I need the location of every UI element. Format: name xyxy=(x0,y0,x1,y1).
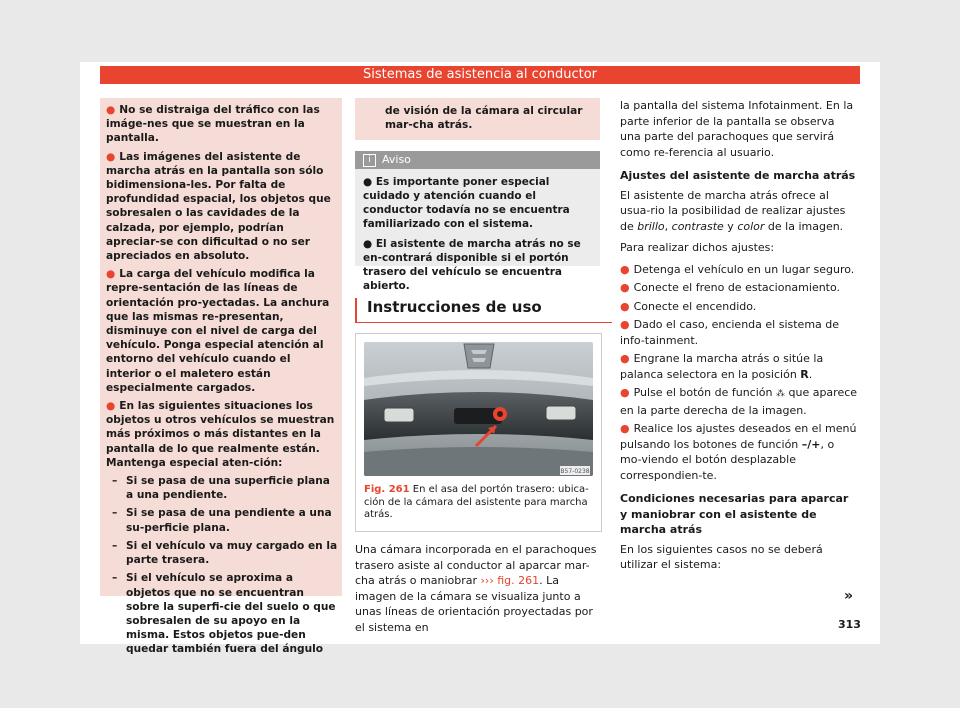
dash-icon: – xyxy=(112,507,118,520)
step-item: ● Conecte el encendido. xyxy=(620,299,757,313)
notice-box xyxy=(355,151,600,292)
section-title: Instrucciones de uso xyxy=(355,298,612,323)
bullet-icon: ● xyxy=(620,352,630,365)
cross-ref-arrows: ››› xyxy=(480,574,494,587)
step-item: ● Engrane la marcha atrás o sitúe la palanca selectora en la posición R. xyxy=(620,352,824,381)
intro-paragraph: la pantalla del sistema Infotainment. En la parte inferior de la pantalla se observa una parte del parachoques que servirá como re-ferencia al usuario. xyxy=(620,99,854,159)
bullet-icon: ● xyxy=(620,281,630,294)
bullet-icon: ● xyxy=(106,268,116,281)
page-header: Sistemas de asistencia al conductor xyxy=(100,66,860,84)
figure-code: B57-0238 xyxy=(560,468,590,475)
warning-subitem: – Si se pasa de una superficie plana a una pendiente. xyxy=(112,475,330,502)
steps-intro: Para realizar dichos ajustes: xyxy=(620,241,775,254)
page-number: 313 xyxy=(838,618,861,631)
notice-item: ● El asistente de marcha atrás no se en-contrará disponible si el portón trasero del vehículo se encuentra abierto. xyxy=(363,238,581,292)
bullet-icon: ● xyxy=(106,400,116,413)
info-icon: i xyxy=(363,154,376,167)
warning-list xyxy=(106,103,338,661)
dash-icon: – xyxy=(112,539,118,552)
bullet-icon: ● xyxy=(620,299,630,313)
seat-logo xyxy=(464,344,494,368)
tailgate-photo xyxy=(364,342,593,476)
step-item: ● Conecte el freno de estacionamiento. xyxy=(620,281,841,294)
figure xyxy=(355,333,602,532)
settings-paragraph: El asistente de marcha atrás ofrece al usua-rio la posibilidad de realizar ajustes de brillo, contraste y color de la imagen. xyxy=(620,188,846,233)
right-column xyxy=(620,98,858,573)
subheading-conditions: Condiciones necesarias para aparcar y maniobrar con el asistente de marcha atrás xyxy=(620,492,849,536)
bullet-icon: ● xyxy=(106,104,116,116)
warning-item: ● No se distraiga del tráfico con las imáge-nes que se muestran en la pantalla. xyxy=(106,104,320,145)
conditions-paragraph: En los siguientes casos no se deberá utilizar el sistema: xyxy=(620,542,823,571)
tailgate-illustration xyxy=(364,342,593,476)
warning-item: ● En las siguientes situaciones los objetos u otros vehículos se muestran más próximos o más distantes en la pantalla de lo que realmente están. Mantenga especial aten-ción: xyxy=(106,400,335,469)
dash-icon: – xyxy=(112,475,118,488)
figure-label: Fig. 261 xyxy=(364,484,410,495)
settings-function-icon: ⁂ xyxy=(775,389,785,399)
body-paragraph: Una cámara incorporada en el parachoques trasero asiste al conductor al aparcar mar-cha atrás o maniobrar ››› fig. 261. La imagen de la cámara se visualiza junto a unas líneas de orientación proyectadas por el sistema en xyxy=(355,543,597,634)
bullet-icon: ● xyxy=(620,318,630,331)
plate-light-right xyxy=(546,406,576,420)
warning-subitem: – Si el vehículo se aproxima a objetos que no se encuentran sobre la superfi-cie del suelo o que sobresalen de su apoyo en la misma. Estos objetos pue-den quedar también fuera del ángulo xyxy=(112,572,336,656)
bullet-icon: ● xyxy=(620,262,630,276)
step-item: ● Pulse el botón de función ⁂ que aparece en la parte derecha de la imagen. xyxy=(620,386,858,417)
warning-item: ● Las imágenes del asistente de marcha atrás en la pantalla son sólo bidimensiona-les. Por falta de profundidad espacial, los objetos que sobresalen o las cavidades de la calzada, por ejemplo, podrían apreciar-se con dificultad o no ser apreciados en absoluto. xyxy=(106,150,331,263)
subheading-settings: Ajustes del asistente de marcha atrás xyxy=(620,169,856,182)
figure-link[interactable]: fig. 261 xyxy=(497,574,540,587)
warning-subitem: – Si se pasa de una pendiente a una su-perficie plana. xyxy=(112,507,332,534)
notice-item: ● Es importante poner especial cuidado y atención cuando el conductor todavía no se encuentra familiarizado con el sistema. xyxy=(363,176,570,230)
notice-header xyxy=(355,151,600,169)
step-item: ● Realice los ajustes deseados en el menú pulsando los botones de función –/+, o mo-viendo el botón desplazable correspondien-te. xyxy=(620,422,857,482)
notice-title: Aviso xyxy=(382,153,411,166)
dash-icon: – xyxy=(112,572,118,585)
bullet-icon: ● xyxy=(363,176,376,188)
continue-marker: » xyxy=(844,588,854,604)
figure-caption: Fig. 261 En el asa del portón trasero: ubica-ción de la cámara del asistente para marcha atrás. xyxy=(364,484,589,520)
warning-subitem: – Si el vehículo va muy cargado en la parte trasera. xyxy=(112,539,338,567)
plate-light-left xyxy=(384,408,414,422)
warning-continued-text: de visión de la cámara al circular mar-cha atrás. xyxy=(385,105,583,132)
step-item: ● Detenga el vehículo en un lugar seguro. xyxy=(620,262,855,276)
bullet-icon: ● xyxy=(106,150,116,163)
notice-body xyxy=(355,169,600,305)
step-item: ● Dado el caso, encienda el sistema de info-tainment. xyxy=(620,318,840,347)
bullet-icon: ● xyxy=(620,386,630,399)
warning-item: ● La carga del vehículo modifica la repre-sentación de las líneas de orientación pro-yectadas. La anchura que las mismas re-presentan, disminuye con el nivel de carga del vehículo. Ponga especial atención al entorno del vehículo cuando el interior o el maletero están especialmente cargados. xyxy=(106,268,330,394)
bullet-icon: ● xyxy=(363,238,376,250)
bullet-icon: ● xyxy=(620,422,630,435)
